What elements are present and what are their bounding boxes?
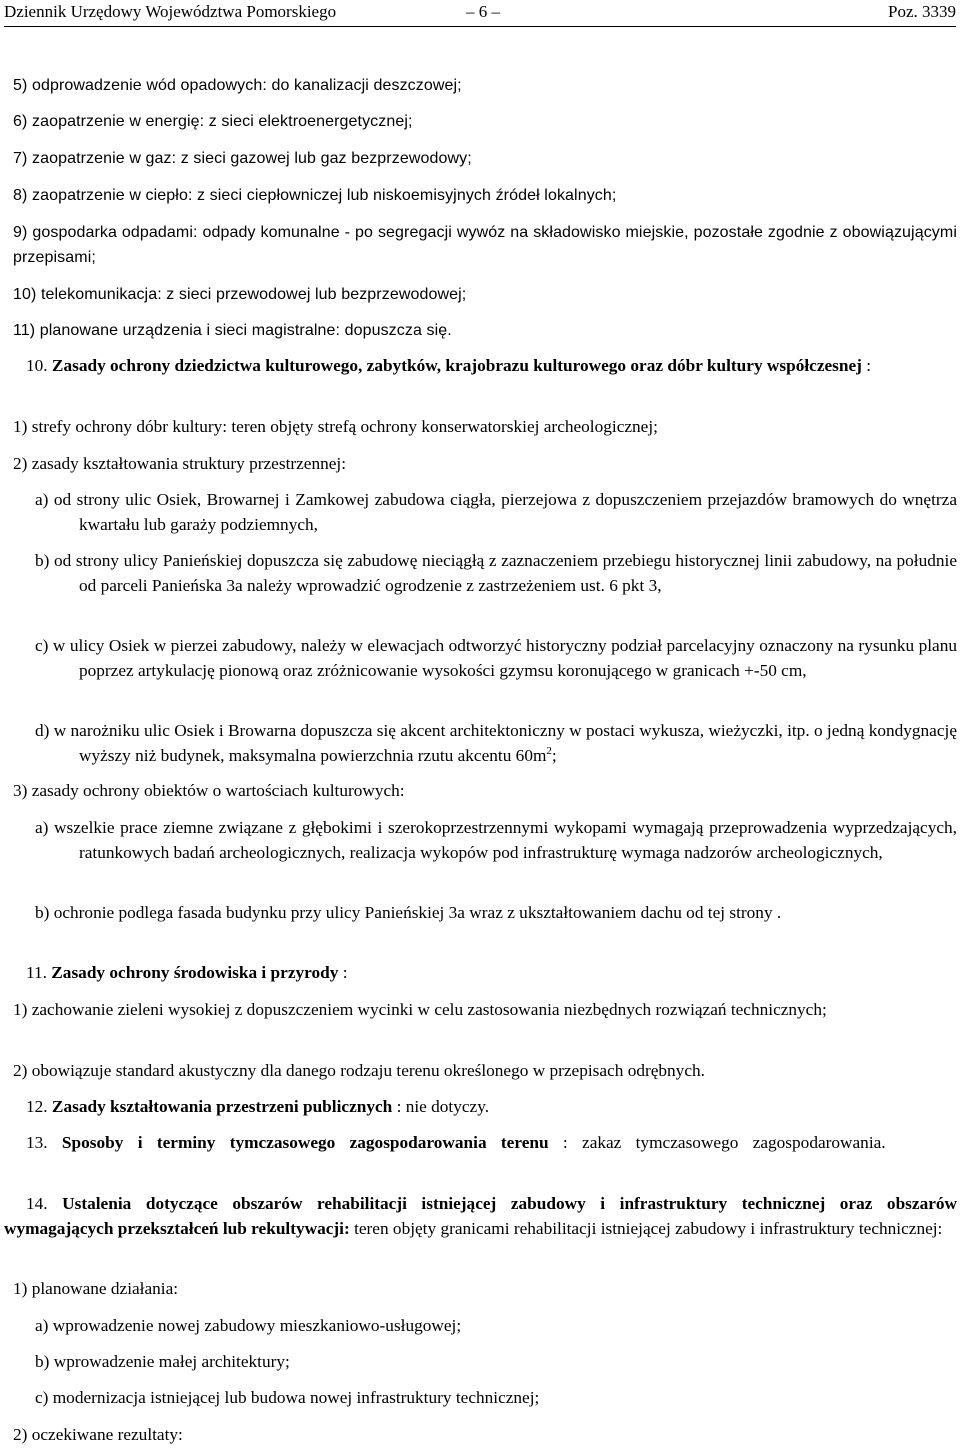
sec14-item-1b: b) wprowadzenie małej architektury; <box>35 1352 290 1371</box>
sec14-item-1c: c) modernizacja istniejącej lub budowa nowej infrastruktury technicznej; <box>35 1388 540 1407</box>
section-12-title: Zasady kształtowania przestrzeni publicznych <box>51 1097 393 1116</box>
section-11-number: 11. <box>26 963 52 982</box>
section-11-heading <box>4 961 957 986</box>
sec14-item-1: 1) planowane działania: <box>13 1279 179 1298</box>
section-10-heading <box>4 354 957 379</box>
section-13-number: 13. <box>26 1133 62 1152</box>
section-12-heading <box>4 1095 957 1120</box>
item-5: 5) odprowadzenie wód opadowych: do kanalizacji deszczowej; <box>13 77 462 94</box>
sec10-item-3b: b) ochronie podlega fasada budynku przy ulicy Panieńskiej 3a wraz z ukształtowaniem dachu od tej strony . <box>35 903 782 922</box>
sec10-item-2d <box>35 719 957 768</box>
page-number: – 6 – <box>466 2 500 21</box>
superscript-2: 2 <box>546 744 552 757</box>
section-14-number: 14. <box>26 1194 63 1213</box>
section-10-title: Zasady ochrony dziedzictwa kulturowego, zabytków, krajobrazu kulturowego oraz dóbr kultury współczesnej <box>51 356 862 375</box>
sec10-item-2b: b) od strony ulicy Panieńskiej dopuszcza się zabudowę nieciągłą z zaznaczeniem przebiegu historycznej linii zabudowy, na południe od parceli Panieńska 3a należy wprowadzić ogrodzenie z zastrzeżeniem ust. 6 pkt 3, <box>35 551 957 595</box>
sec10-item-2d-text: d) w narożniku ulic Osiek i Browarna dopuszcza się akcent architektoniczny w postaci wykusza, wieżyczki, itp. o jedną kondygnację wyższy niż budynek, maksymalna powierzchnia rzutu akcentu 60m <box>35 721 957 765</box>
sec10-item-1: 1) strefy ochrony dóbr kultury: teren objęty strefą ochrony konserwatorskiej archeologicznej; <box>13 417 658 436</box>
sec14-item-2: 2) oczekiwane rezultaty: <box>13 1425 183 1444</box>
section-11-colon: : <box>338 963 348 982</box>
item-9: 9) gospodarka odpadami: odpady komunalne - po segregacji wywóz na składowisko miejskie, pozostałe zgodnie z obowiązującymi przepisami; <box>13 224 957 266</box>
section-10-colon: : <box>861 356 872 375</box>
section-13-title: Sposoby i terminy tymczasowego zagospodarowania terenu <box>61 1133 549 1152</box>
section-13-heading <box>4 1131 957 1156</box>
item-11: 11) planowane urządzenia i sieci magistralne: dopuszcza się. <box>13 322 452 339</box>
section-12-text: : nie dotyczy. <box>392 1097 490 1116</box>
sec10-item-2: 2) zasady kształtowania struktury przestrzennej: <box>13 454 347 473</box>
journal-title: Dziennik Urzędowy Województwa Pomorskiego <box>4 2 337 21</box>
section-14-title: Ustalenia dotyczące obszarów rehabilitacji istniejącej zabudowy i infrastruktury technicznej oraz obszarów wymagających przekształceń lub rekultywacji: <box>4 1194 958 1238</box>
item-10: 10) telekomunikacja: z sieci przewodowej lub bezprzewodowej; <box>13 286 467 303</box>
section-13-text: : zakaz tymczasowego zagospodarowania. <box>548 1133 886 1152</box>
item-6: 6) zaopatrzenie w energię: z sieci elektroenergetycznej; <box>13 113 413 130</box>
section-12-number: 12. <box>26 1097 52 1116</box>
sec14-item-1a: a) wprowadzenie nowej zabudowy mieszkaniowo-usługowej; <box>35 1316 462 1335</box>
sec11-item-2: 2) obowiązuje standard akustyczny dla danego rodzaju terenu określonego w przepisach odrębnych. <box>13 1061 705 1080</box>
item-7: 7) zaopatrzenie w gaz: z sieci gazowej lub gaz bezprzewodowy; <box>13 150 472 167</box>
sec11-item-1: 1) zachowanie zieleni wysokiej z dopuszczeniem wycinki w celu zastosowania niezbędnych rozwiązań technicznych; <box>13 1000 827 1019</box>
section-11-title: Zasady ochrony środowiska i przyrody <box>51 963 339 982</box>
sec10-item-3: 3) zasady ochrony obiektów o wartościach kulturowych: <box>13 781 405 800</box>
sec10-item-2a: a) od strony ulic Osiek, Browarnej i Zamkowej zabudowa ciągła, pierzejowa z dopuszczeniem przejazdów bramowych do wnętrza kwartału lub garaży podziemnych, <box>35 490 957 534</box>
section-14-text: teren objęty granicami rehabilitacji istniejącej zabudowy i infrastruktury technicznej: <box>349 1218 943 1238</box>
position-number: Poz. 3339 <box>888 2 956 21</box>
section-14-heading <box>4 1192 957 1241</box>
item-8: 8) zaopatrzenie w ciepło: z sieci ciepłowniczej lub niskoemisyjnych źródeł lokalnych; <box>13 187 617 204</box>
sec10-item-3a: a) wszelkie prace ziemne związane z głębokimi i szerokoprzestrzennymi wykopami wymagają przeprowadzenia wyprzedzających, ratunkowych badań archeologicznych, realizacja wykopów pod infrastrukturę wymaga nadzorów archeologicznych, <box>35 818 957 862</box>
sec10-item-2d-end: ; <box>551 745 557 765</box>
page-header <box>4 0 956 27</box>
sec10-item-2c: c) w ulicy Osiek w pierzei zabudowy, należy w elewacjach odtworzyć historyczny podział parcelacyjny oznaczony na rysunku planu poprzez artykulację pionową oraz zróżnicowanie wysokości gzymsu koronującego w granicach +-50 cm, <box>35 636 957 680</box>
section-10-number: 10. <box>26 356 52 375</box>
